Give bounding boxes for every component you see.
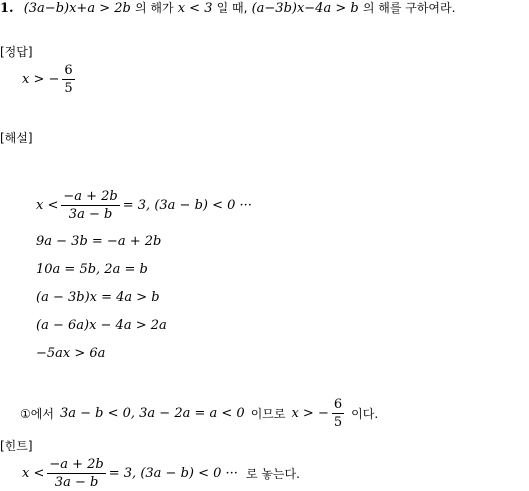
solution-line-1-numerator: −a + 2b <box>63 189 118 204</box>
solution-line-1 <box>36 188 252 223</box>
solution-line-2: 9a − 3b = −a + 2b <box>36 234 162 249</box>
answer-label: [정답] <box>0 45 33 59</box>
conclusion-fraction <box>332 396 344 431</box>
conclusion-text-3: 이다. <box>351 406 379 421</box>
solution-line-5: (a − 6a)x − 4a > 2a <box>36 318 167 333</box>
hint-tail: 로 놓는다. <box>245 466 300 481</box>
answer-expression <box>22 62 78 97</box>
conclusion-text-1: 에서 <box>30 406 54 421</box>
solution-label: [해설] <box>0 131 33 145</box>
problem-inequality-2: (a−3b)x−4a > b <box>251 1 359 16</box>
hint-denominator: 3a − b <box>54 475 99 490</box>
answer-lhs: x > − <box>22 71 60 87</box>
solution-conclusion <box>20 396 378 431</box>
problem-number: 1. <box>0 1 14 16</box>
conclusion-denominator: 5 <box>333 415 343 430</box>
hint-rhs: = 3, (3a − b) < 0 ··· <box>108 465 238 481</box>
solution-line-6: −5ax > 6a <box>36 346 106 361</box>
problem-statement <box>0 0 455 17</box>
problem-condition: x < 3 <box>177 1 213 16</box>
problem-text-3: 의 해를 구하여라. <box>362 1 456 15</box>
problem-text-1: 의 해가 <box>134 1 174 15</box>
solution-line-1-fraction <box>61 188 119 223</box>
problem-inequality-1: (3a−b)x+a > 2b <box>23 1 131 16</box>
problem-text-2: 일 때, <box>216 1 248 15</box>
solution-line-1-lhs: x < <box>36 197 59 213</box>
hint-lhs: x < <box>22 465 45 481</box>
solution-line-4: (a − 3b)x = 4a > b <box>36 290 160 305</box>
answer-fraction <box>62 62 74 97</box>
solution-line-3: 10a = 5b, 2a = b <box>36 262 148 277</box>
solution-line-1-rhs: = 3, (3a − b) < 0 ··· <box>122 197 252 213</box>
conclusion-math: 3a − b < 0, 3a − 2a = a < 0 <box>59 405 245 421</box>
hint-numerator: −a + 2b <box>49 457 104 472</box>
conclusion-x: x > − <box>291 405 329 421</box>
hint-expression <box>22 456 300 491</box>
hint-label: [힌트] <box>0 439 33 453</box>
hint-fraction <box>47 456 105 491</box>
circled-one-icon: ① <box>20 406 31 421</box>
answer-denominator: 5 <box>64 81 73 96</box>
answer-numerator: 6 <box>64 63 73 78</box>
conclusion-text-2: 이므로 <box>250 406 286 421</box>
conclusion-numerator: 6 <box>333 397 343 412</box>
solution-line-1-denominator: 3a − b <box>68 207 113 222</box>
